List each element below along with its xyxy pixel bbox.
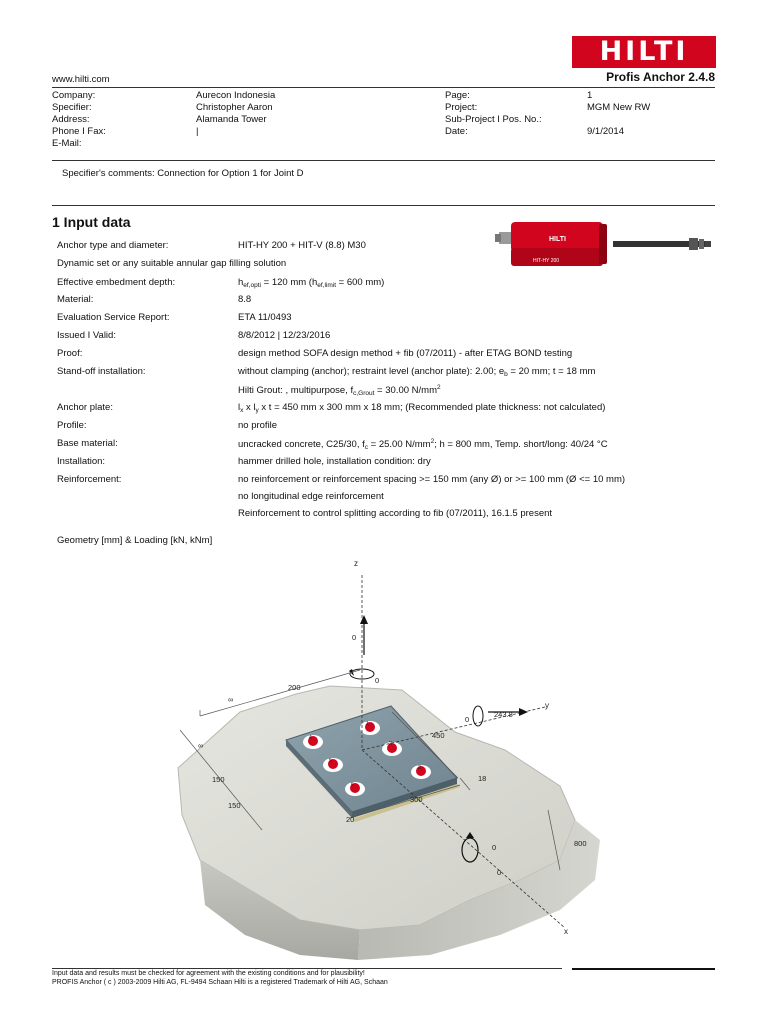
anchor-type-value: HIT-HY 200 + HIT-V (8.8) M30 [238,240,366,251]
anchor-id-1: 1 [366,721,369,727]
page-value: 1 [587,90,593,101]
logo-text: HILTI [599,36,689,67]
load-mz: 0 [375,676,380,685]
load-nz: 0 [352,633,357,642]
specifier-value: Christopher Aaron [196,102,273,113]
address-value: Alamanda Tower [196,114,267,125]
project-label: Project: [445,102,478,113]
standoff-value: without clamping (anchor); restraint level (anchor plate): 2.00; $e_b = 20$ mm; t = 18 mm [238,366,596,378]
load-mx: 0 [492,843,497,852]
anchor-5 [323,758,343,772]
company-label: Company: [52,90,96,101]
dim-150-a: 150 [212,775,225,784]
date-value: 9/1/2014 [587,126,624,137]
axis-y: y [545,701,549,710]
anchor-2 [382,742,402,756]
dim-300: 300 [410,795,423,804]
footer-rule-left [52,968,562,969]
anchor-id-2: 2 [389,741,392,747]
anchor-3 [411,765,431,779]
profile-label: Profile: [57,420,87,431]
dim-800: 800 [574,839,587,848]
esr-value: ETA 11/0493 [238,312,292,323]
anchor-id-3: 3 [418,765,421,771]
anchor-6 [345,782,365,796]
dynamic-set-text: Dynamic set or any suitable annular gap filling solution [57,258,287,269]
dim-200: 200 [288,683,301,692]
load-vy: 243.8 [494,710,513,719]
dim-18: 18 [478,774,487,783]
embedment-label: Effective embedment depth: [57,277,176,288]
plate-value: $l_x$ x $l_y$ x t = 450 mm x 300 mm x 18 mm; (Recommended plate thickness: not calculated) [238,402,606,414]
axis-x: x [564,927,568,936]
address-label: Address: [52,114,90,125]
reinforcement-value-3: Reinforcement to control splitting according to fib (07/2011), 16.1.5 present [238,508,553,519]
base-material-label: Base material: [57,438,118,449]
dim-20: 20 [346,815,355,824]
footer-copyright: PROFIS Anchor ( c ) 2003-2009 Hilti AG, FL-9494 Schaan Hilti is a registered Trademark of Hilti AG, Schaan [52,978,388,986]
dim-450: 450 [432,731,445,740]
footer-rule-right [572,968,715,970]
anchor-id-5: 5 [329,758,332,764]
issued-value: 8/8/2012 | 12/23/2016 [238,330,331,341]
cartridge-brand: HILTI [549,236,566,243]
date-label: Date: [445,126,468,137]
subproject-label: Sub-Project I Pos. No.: [445,114,542,125]
installation-label: Installation: [57,456,106,467]
adhesive-cartridge [495,222,607,266]
cartridge-product: HIT-HY 200 [533,258,560,264]
section-title: 1 Input data [52,214,131,230]
specifier-label: Specifier: [52,102,92,113]
embedment-value: $h_{ef,opti} = 120$ mm ($h_{ef,limit} = 600$ mm) [238,277,385,289]
load-my: 0 [465,715,470,724]
load-vx: 0 [497,868,502,877]
comments-top-rule [52,160,715,161]
footer-disclaimer: Input data and results must be checked for agreement with the existing conditions and for plausibility! [52,970,365,977]
phone-fax-value: | [196,126,199,137]
reinforcement-value-2: no longitudinal edge reinforcement [238,491,384,502]
geometry-label: Geometry [mm] & Loading [kN, kNm] [57,535,213,546]
axis-z: z [354,559,358,568]
dim-inf-top: ∞ [228,695,234,704]
dim-inf-left: ∞ [198,741,204,750]
anchor-1 [360,721,380,735]
standoff-label: Stand-off installation: [57,366,146,377]
threaded-rod [613,238,711,250]
reinforcement-value-1: no reinforcement or reinforcement spacing >= 150 mm (any Ø) or >= 100 mm (Ø <= 10 mm) [238,474,626,485]
reinforcement-label: Reinforcement: [57,474,122,485]
email-label: E-Mail: [52,138,82,149]
proof-label: Proof: [57,348,83,359]
product-version: Profis Anchor 2.4.8 [606,70,715,84]
product-image [493,214,715,270]
page-label: Page: [445,90,470,101]
material-label: Material: [57,294,94,305]
project-value: MGM New RW [587,102,651,113]
hilti-logo [572,36,716,68]
proof-value: design method SOFA design method + fib (07/2011) - after ETAG BOND testing [238,348,573,359]
comments-bottom-rule [52,205,715,206]
grout-value: Hilti Grout: , multipurpose, $f_{c,Grout} = 30.00$ $N/mm^2$ [238,384,441,397]
installation-value: hammer drilled hole, installation condition: dry [238,456,431,467]
profile-value: no profile [238,420,278,431]
material-value: 8.8 [238,294,252,305]
esr-label: Evaluation Service Report: [57,312,170,323]
anchor-4 [303,735,323,749]
header-rule [52,87,715,88]
geometry-diagram [160,550,620,965]
plate-label: Anchor plate: [57,402,113,413]
issued-label: Issued I Valid: [57,330,116,341]
anchor-id-4: 4 [309,735,312,741]
company-value: Aurecon Indonesia [196,90,276,101]
dim-150-b: 150 [228,801,241,810]
anchor-id-6: 6 [351,782,354,788]
website-link[interactable]: www.hilti.com [52,74,110,85]
anchor-type-label: Anchor type and diameter: [57,240,169,251]
base-material-value: uncracked concrete, C25/30, $f_c = 25.00$ $N/mm^2$; h = 800 mm, Temp. short/long: 40/24 °C [238,438,608,451]
footer [52,970,388,987]
specifier-comments: Specifier's comments: Connection for Option 1 for Joint D [62,168,304,179]
phone-fax-label: Phone I Fax: [52,126,106,137]
